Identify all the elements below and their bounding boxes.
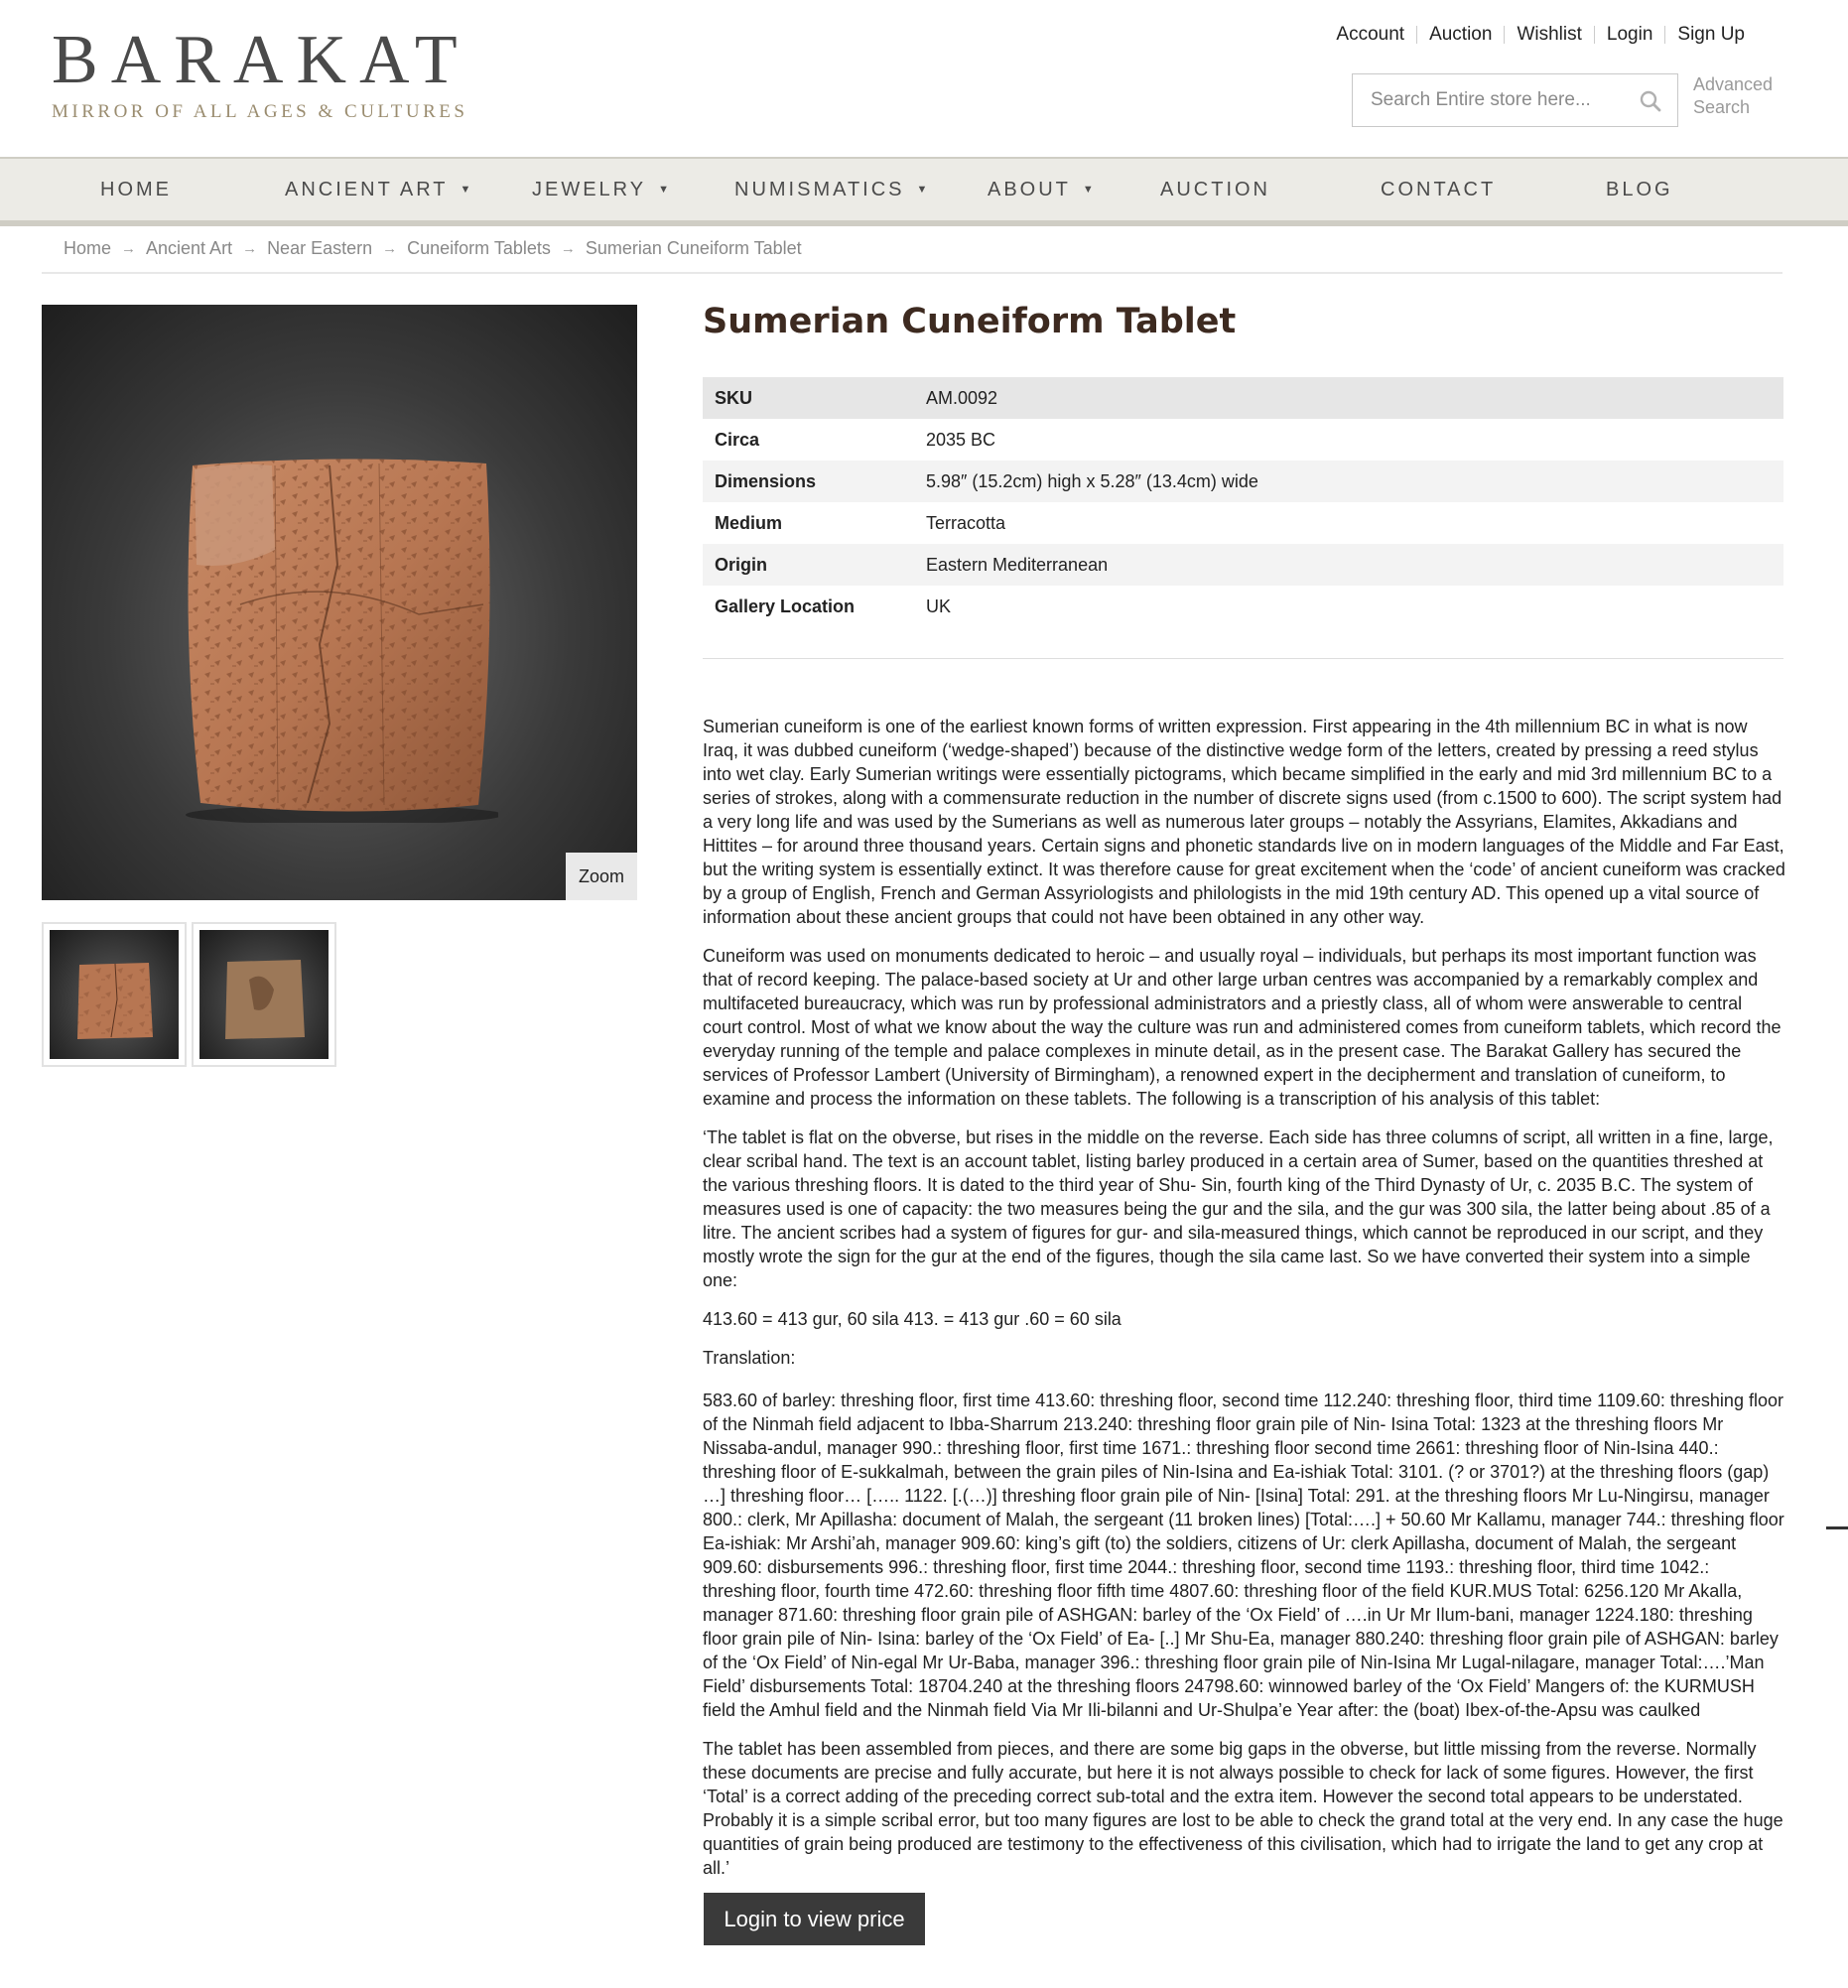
cuneiform-tablet-image <box>181 456 498 823</box>
chevron-down-icon: ▼ <box>460 184 471 196</box>
nav-about[interactable] <box>988 159 1094 220</box>
auction-link[interactable]: Auction <box>1429 24 1493 45</box>
attribute-row <box>703 586 1783 627</box>
scroll-marker <box>1826 1526 1848 1529</box>
attribute-value: 5.98″ (15.2cm) high x 5.28″ (13.4cm) wide <box>926 470 1258 491</box>
nav-contact[interactable] <box>1381 159 1496 220</box>
description-paragraph: The tablet has been assembled from pieces, and there are some big gaps in the obverse, but little missing from the reverse. Normally these documents are precise and fully accurate, but here it is not always possible to check for lack of some figures. However, the first ‘Total’ is a correct adding of the preceding correct sub-total and the extra item. However the second total appears to be understated. Probably it is a simple scribal error, but too many figures are lost to be able to check the grand total at the very end. In any case the huge quantities of grain being produced are testimony to the effectiveness of this civilisation, which had to irrigate the land to get any crop at all.’ <box>703 1739 1783 1878</box>
attribute-row <box>703 461 1783 502</box>
nav-home[interactable] <box>100 159 172 220</box>
arrow-right-icon: → <box>560 240 576 257</box>
search-icon[interactable] <box>1640 90 1661 112</box>
top-links <box>1336 24 1745 46</box>
tablet-back-thumb <box>199 930 329 1059</box>
nav-label: ANCIENT ART <box>285 178 449 200</box>
breadcrumb-ancient-art[interactable]: Ancient Art <box>146 238 233 258</box>
attribute-label: Dimensions <box>715 470 817 491</box>
nav-ancient-art[interactable] <box>285 159 470 220</box>
nav-label: BLOG <box>1606 178 1673 200</box>
nav-label: AUCTION <box>1160 178 1270 200</box>
link-separator <box>1504 26 1505 44</box>
arrow-right-icon: → <box>121 240 137 257</box>
wishlist-link[interactable]: Wishlist <box>1517 24 1582 45</box>
chevron-down-icon: ▼ <box>1082 184 1094 196</box>
attribute-value: AM.0092 <box>926 387 998 408</box>
divider <box>703 658 1783 659</box>
logo-tagline: MIRROR OF ALL AGES & CULTURES <box>52 101 468 122</box>
search-box <box>1352 73 1678 127</box>
link-separator <box>1594 26 1595 44</box>
description-paragraph: Cuneiform was used on monuments dedicated to heroic – and usually royal – individuals, but perhaps its most important function was that of record keeping. The palace-based society at Ur and other large urban centres was accompanied by a remarkably complex and multifaceted bureaucracy, which was run by professional administrators and a priestly class, all of whom were answerable to central court control. Most of what we know about the way the culture was run and administered comes from cuneiform tablets, which record the everyday running of the temple and palace complexes in minute detail, as in the present case. The Barakat Gallery has secured the services of Professor Lambert (University of Birmingham), a renowned expert in the decipherment and translation of cuneiform, to examine and process the information on these tablets. The following is a transcription of his analysis of this tablet: <box>703 946 1782 1109</box>
attribute-value: 2035 BC <box>926 429 996 450</box>
account-link[interactable]: Account <box>1336 24 1405 45</box>
description-paragraph: ‘The tablet is flat on the obverse, but rises in the middle on the reverse. Each side has three columns of script, all written in a fine, large, clear scribal hand. The text is an account tablet, listing barley produced in a certain area of Sumer, based on the quantities threshed at the various threshing floors. It is dated to the third year of Shu- Sin, fourth king of the Third Dynasty of Ur, c. 2035 B.C. The system of measures used is one of capacity: the two measures being the gur and the sila, and the gur was 300 sila, the latter being about .85 of a litre. The ancient scribes had a system of figures for gur- and sila-measured things, which cannot be reproduced in our script, and they mostly wrote the sign for the gur at the end of the figures, though the sila came last. So we have converted their system into a simple one: <box>703 1127 1774 1290</box>
attribute-label: Circa <box>715 429 760 450</box>
description-paragraph: Sumerian cuneiform is one of the earliest known forms of written expression. First appearing in the 4th millennium BC in what is now Iraq, it was dubbed cuneiform (‘wedge-shaped’) because of the distinctive wedge form of the letters, created by pressing a reed stylus into wet clay. Early Sumerian writings were essentially pictograms, which became simplified in the early and mid 3rd millennium BC to a series of strokes, along with a commensurate reduction in the number of discrete signs used (from c.1500 to 600). The script system had a very long life and was used by the Sumerians as well as numerous later groups – notably the Assyrians, Elamites, Akkadians and Hittites – for around three thousand years. Certain signs and phonetic standards live on in modern languages of the Middle and Far East, but the writing system is essentially extinct. It was therefore cause for great excitement when the ‘code’ of ancient cuneiform was cracked by a group of English, French and German Assyriologists and philologists in the mid 19th century AD. This opened up a vital source of information about these ancient groups that could not have been obtained in any other way. <box>703 717 1785 927</box>
chevron-down-icon: ▼ <box>916 184 928 196</box>
product-attributes-table <box>703 377 1783 627</box>
nav-blog[interactable] <box>1606 159 1673 220</box>
login-link[interactable]: Login <box>1606 24 1653 45</box>
nav-auction[interactable] <box>1160 159 1270 220</box>
attribute-label: SKU <box>715 387 753 408</box>
chevron-down-icon: ▼ <box>658 184 669 196</box>
attribute-value: Terracotta <box>926 512 1006 533</box>
arrow-right-icon: → <box>382 240 398 257</box>
nav-label: NUMISMATICS <box>734 178 905 200</box>
main-nav <box>0 157 1848 226</box>
nav-label: ABOUT <box>988 178 1071 200</box>
attribute-row <box>703 544 1783 586</box>
breadcrumb-near-eastern[interactable]: Near Eastern <box>267 238 373 258</box>
signup-link[interactable]: Sign Up <box>1677 24 1745 45</box>
thumbnail-image <box>50 930 179 1059</box>
divider <box>42 272 1782 274</box>
logo[interactable] <box>52 22 470 123</box>
link-separator <box>1664 26 1665 44</box>
thumbnail-image <box>199 930 329 1059</box>
description-paragraph: 583.60 of barley: threshing floor, first time 413.60: threshing floor, second time 112.240: threshing floor, third time 1109.60: threshing floor of the Ninmah field adjacent to Ibba-Sharrum 213.240: threshing floor grain pile of Nin- Isina Total: 1323 at the threshing floors Mr Nissaba-andul, manager 990.: threshing floor, first time 1671.: threshing floor second time 2661: threshing floor of Nin-Isina 440.: threshing floor of E-sukkalmah, between the grain piles of Nin-Isina and Ea-ishiak Total: 3101. (? or 3701?) at the threshing floors (gap) …] threshing floor… [….. 1122. [.(…)] threshing floor grain pile of Nin- [Isina] Total: 291. at the threshing floors Mr Lu-Ningirsu, manager 800.: clerk, Mr Apillasha: document of Malah, the sergeant (11 broken lines) [Total:….] + 50.60 Mr Kallamu, manager 744.: threshing floor Ea-ishiak: Mr Arshi’ah, manager 909.60: king’s gift (to) the soldiers, citizens of Ur: clerk Apillasha, document of Malah, the sergeant 909.60: disbursements 996.: threshing floor, first time 2044.: threshing floor, second time 1193.: threshing floor, third time 1042.: threshing floor, fourth time 472.60: threshing floor fifth time 4807.60: threshing floor of the field KUR.MUS Total: 6256.120 Mr Akalla, manager 871.60: threshing floor grain pile of ASHGAN: barley of the ‘Ox Field’ of ….in Ur Mr Ilum-bani, manager 1224.180: threshing floor grain pile of Nin- Isina: barley of the ‘Ox Field’ of Ea- [..] Mr Shu-Ea, manager 880.240: threshing floor grain pile of ASHGAN: barley of the ‘Ox Field’ of Nin-egal Mr Ur-Baba, manager 396.: threshing floor grain pile of Nin-Isina Mr Lugal-nilagare, manager Total:….’Man Field’ disbursements Total: 18704.240 at the threshing floors 24798.60: winnowed barley of the ‘Ox Field’ Mangers of: the KURMUSH field the Amhul field and the Ninmah field Via Mr Ili-bilanni and Ur-Shulpa’e Year after: the (boat) Ibex-of-the-Apsu was caulked <box>703 1391 1784 1720</box>
tablet-front-thumb <box>50 930 179 1059</box>
site-header <box>0 0 1848 159</box>
attribute-label: Medium <box>715 512 783 533</box>
product-main-image[interactable] <box>42 305 637 900</box>
description-paragraph: Translation: <box>703 1348 796 1368</box>
breadcrumb-current: Sumerian Cuneiform Tablet <box>585 238 802 258</box>
attribute-value: UK <box>926 596 952 616</box>
attribute-row <box>703 419 1783 461</box>
login-to-view-price-button[interactable]: Login to view price <box>704 1893 925 1945</box>
thumbnail-back[interactable] <box>192 922 336 1067</box>
logo-title: BARAKAT <box>52 22 470 98</box>
thumbnail-front[interactable] <box>42 922 187 1067</box>
attribute-label: Origin <box>715 554 767 575</box>
nav-label: CONTACT <box>1381 178 1497 200</box>
attribute-label: Gallery Location <box>715 596 856 616</box>
search-input[interactable] <box>1353 89 1621 111</box>
product-title: Sumerian Cuneiform Tablet <box>703 302 1237 341</box>
nav-numismatics[interactable] <box>734 159 927 220</box>
nav-jewelry[interactable] <box>532 159 669 220</box>
attribute-value: Eastern Mediterranean <box>926 554 1109 575</box>
zoom-button[interactable]: Zoom <box>566 853 637 900</box>
breadcrumb-home[interactable]: Home <box>64 238 112 258</box>
product-description <box>703 715 1786 1895</box>
attribute-row <box>703 502 1783 544</box>
breadcrumb-cuneiform-tablets[interactable]: Cuneiform Tablets <box>407 238 551 258</box>
nav-label: HOME <box>100 178 172 200</box>
breadcrumb <box>64 238 802 259</box>
nav-label: JEWELRY <box>532 178 647 200</box>
link-separator <box>1416 26 1417 44</box>
description-paragraph: 413.60 = 413 gur, 60 sila 413. = 413 gur .60 = 60 sila <box>703 1309 1122 1329</box>
attribute-row <box>703 377 1783 419</box>
advanced-search-link[interactable]: Advanced Search <box>1693 74 1774 117</box>
arrow-right-icon: → <box>242 240 258 257</box>
